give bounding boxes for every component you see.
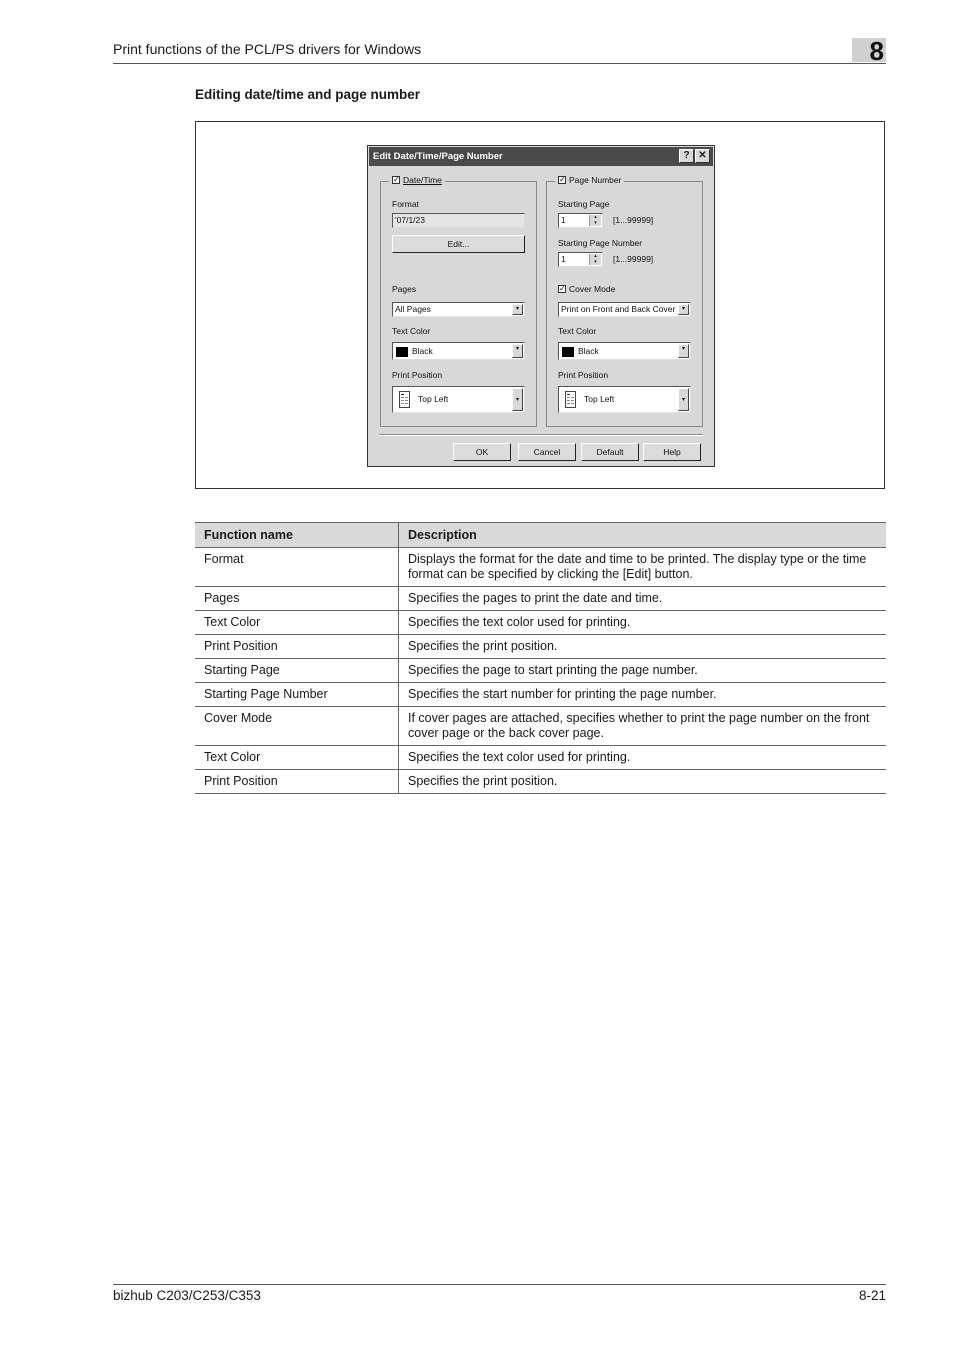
table-row [195, 770, 886, 794]
pages-select[interactable] [392, 302, 525, 317]
function-name-cell: Print Position [195, 635, 399, 659]
running-header-title: Print functions of the PCL/PS drivers for Windows [113, 41, 422, 57]
chevron-down-icon[interactable]: ▾ [678, 388, 689, 411]
starting-page-value: 1 [561, 215, 566, 225]
page-position-icon [399, 391, 410, 408]
table-row [195, 587, 886, 611]
function-name-cell: Cover Mode [195, 707, 399, 746]
description-cell: Specifies the text color used for printing. [399, 746, 887, 770]
description-cell: Specifies the text color used for printing. [399, 611, 887, 635]
format-field[interactable]: '07/1/23 [392, 213, 525, 228]
page-number-checkbox[interactable]: ✓ [559, 175, 566, 184]
page-number-text-color-select[interactable] [558, 342, 691, 360]
edit-datetime-dialog [367, 145, 715, 467]
datetime-legend [389, 175, 445, 185]
starting-number-range: [1...99999] [613, 254, 654, 264]
chevron-down-icon[interactable]: ▾ [512, 304, 523, 315]
color-swatch [562, 347, 574, 357]
dialog-separator [379, 434, 703, 436]
spin-up-icon[interactable]: ▴ [594, 253, 597, 259]
description-cell: Displays the format for the date and time to be printed. The display type or the time format can be specified by clicking the [Edit] button. [399, 548, 887, 587]
page-position-icon [565, 391, 576, 408]
cover-mode-checkbox[interactable]: ✓ [559, 284, 566, 293]
cancel-button[interactable]: Cancel [518, 443, 576, 461]
starting-page-range: [1...99999] [613, 215, 654, 225]
spin-icon[interactable] [589, 215, 601, 226]
cover-mode-value: Print on Front and Back Cover [561, 304, 676, 314]
datetime-text-color-value: Black [412, 346, 433, 356]
starting-number-label: Starting Page Number [558, 238, 643, 248]
chapter-number: 8 [869, 36, 884, 66]
function-table [195, 522, 886, 794]
chapter-tab [852, 36, 886, 66]
starting-page-stepper[interactable] [558, 213, 603, 228]
datetime-checkbox[interactable]: ✓ [393, 175, 400, 184]
header-description: Description [399, 523, 887, 548]
page-number-print-position-value: Top Left [584, 394, 615, 404]
datetime-print-position-label: Print Position [392, 370, 443, 380]
page-number-group-label: Page Number [569, 175, 622, 185]
table-header-row [195, 523, 886, 548]
description-cell: Specifies the pages to print the date and time. [399, 587, 887, 611]
description-cell: Specifies the start number for printing the page number. [399, 683, 887, 707]
header-rule [113, 63, 886, 64]
chevron-down-icon[interactable]: ▾ [678, 344, 689, 358]
starting-number-stepper[interactable] [558, 252, 603, 267]
function-name-cell: Print Position [195, 770, 399, 794]
close-icon[interactable]: ✕ [695, 149, 710, 163]
spin-down-icon[interactable]: ▾ [594, 258, 597, 265]
spin-down-icon[interactable]: ▾ [594, 219, 597, 226]
table-row [195, 707, 886, 746]
page-number-print-position-select[interactable] [558, 386, 691, 413]
spin-icon[interactable] [589, 254, 601, 265]
table-row [195, 659, 886, 683]
section-title: Editing date/time and page number [195, 87, 421, 102]
page-number-print-position-label: Print Position [558, 370, 609, 380]
description-cell: Specifies the page to start printing the page number. [399, 659, 887, 683]
datetime-print-position-select[interactable] [392, 386, 525, 413]
table-row [195, 746, 886, 770]
function-name-cell: Format [195, 548, 399, 587]
pages-value: All Pages [395, 304, 431, 314]
edit-button[interactable]: Edit... [392, 235, 525, 253]
chevron-down-icon[interactable]: ▾ [512, 344, 523, 358]
help-icon[interactable]: ? [679, 149, 694, 163]
dialog-title: Edit Date/Time/Page Number [373, 151, 503, 162]
function-name-cell: Text Color [195, 611, 399, 635]
default-button[interactable]: Default [581, 443, 639, 461]
datetime-text-color-label: Text Color [392, 326, 431, 336]
table-row [195, 611, 886, 635]
color-swatch [396, 347, 408, 357]
function-name-cell: Text Color [195, 746, 399, 770]
table-row [195, 548, 886, 587]
help-button[interactable]: Help [643, 443, 701, 461]
format-label: Format [392, 199, 419, 209]
footer-product: bizhub C203/C253/C353 [113, 1288, 261, 1303]
spin-up-icon[interactable]: ▴ [594, 214, 597, 220]
cover-mode-select[interactable] [558, 302, 691, 317]
ok-button[interactable]: OK [453, 443, 511, 461]
page-number-legend [555, 175, 624, 185]
starting-number-value: 1 [561, 254, 566, 264]
page-number-text-color-value: Black [578, 346, 599, 356]
chevron-down-icon[interactable]: ▾ [678, 304, 689, 315]
footer-rule [113, 1284, 886, 1285]
dialog-titlebar [369, 147, 713, 166]
table-row [195, 683, 886, 707]
cover-mode-label: Cover Mode [569, 284, 616, 294]
pages-label: Pages [392, 284, 417, 294]
function-name-cell: Starting Page Number [195, 683, 399, 707]
description-cell: Specifies the print position. [399, 770, 887, 794]
footer-page-number: 8-21 [858, 1288, 886, 1303]
page-number-text-color-label: Text Color [558, 326, 597, 336]
cover-mode-row [558, 284, 615, 294]
datetime-text-color-select[interactable] [392, 342, 525, 360]
table-row [195, 635, 886, 659]
description-cell: Specifies the print position. [399, 635, 887, 659]
datetime-group-label: Date/Time [403, 175, 442, 185]
function-name-cell: Starting Page [195, 659, 399, 683]
chevron-down-icon[interactable]: ▾ [512, 388, 523, 411]
starting-page-label: Starting Page [558, 199, 610, 209]
header-function-name: Function name [195, 523, 399, 548]
datetime-print-position-value: Top Left [418, 394, 449, 404]
function-name-cell: Pages [195, 587, 399, 611]
description-cell: If cover pages are attached, specifies whether to print the page number on the front cover page or the back cover page. [399, 707, 887, 746]
